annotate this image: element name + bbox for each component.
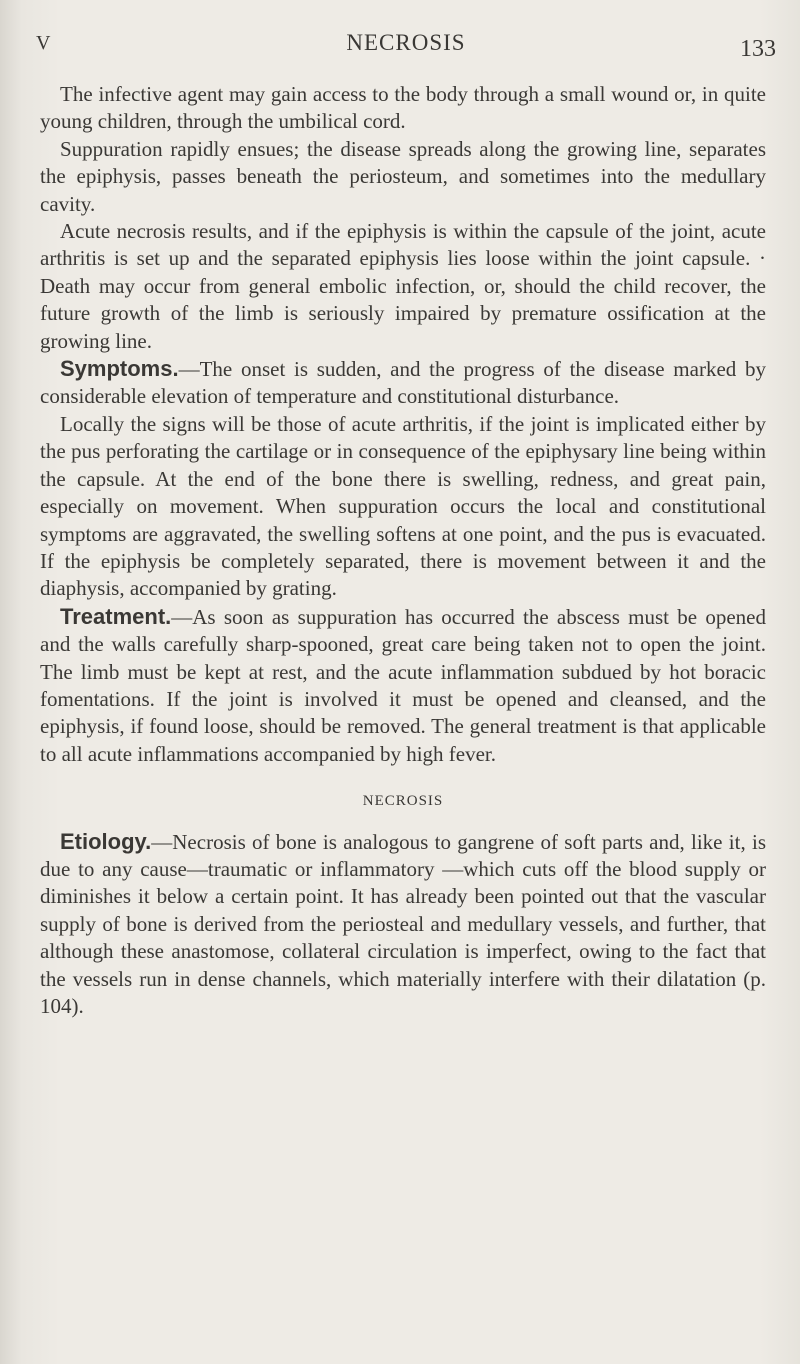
page-body bbox=[40, 81, 766, 1020]
page-number: 133 bbox=[740, 36, 776, 62]
paragraph-text: —As soon as suppuration has occurred the abscess must be opened and the walls carefully sharp-spooned, great care being taken not to open the joint. The limb must be kept at rest, and the acute inflammation subdued by hot boracic fomentations. If the joint is involved it must be opened and cleansed, and the epiphysis, if found loose, should be removed. The general treatment is that applicable to all acute inflammations accompanied by high fever. bbox=[40, 604, 766, 766]
paragraph: The infective agent may gain access to the body through a small wound or, in quite young children, through the umbilical cord. bbox=[40, 82, 766, 134]
paragraph: Suppuration rapidly ensues; the disease spreads along the growing line, separates the epiphysis, passes beneath the periosteum, and sometimes into the medullary cavity. bbox=[40, 136, 766, 216]
etiology-heading: Etiology. bbox=[60, 828, 152, 854]
paragraph: Acute necrosis results, and if the epiphysis is within the capsule of the joint, acute arthritis is set up and the separated epiphysis lies loose within the joint capsule. · Death may occur from general embolic infection, or, should the child recover, the future growth of the limb is seriously impaired by premature ossification at the growing line. bbox=[40, 219, 766, 353]
paragraph bbox=[40, 828, 766, 1021]
running-header bbox=[36, 30, 776, 66]
paragraph-text: —Necrosis of bone is analogous to gangrene of soft parts and, like it, is due to any cause—traumatic or inflammatory —which cuts off the blood supply or diminishes it below a certain point. It has already been pointed out that the vascular supply of bone is derived from the periosteal and medullary vessels, and further, that although these anastomose, collateral circulation is imperfect, owing to the fact that the vessels run in dense channels, which materially interfere with their dilatation (p. 104). bbox=[40, 829, 766, 1018]
section-title: NECROSIS bbox=[362, 793, 444, 810]
paragraph-text: —The onset is sudden, and the progress of the disease marked by considerable elevation of temperature and constitutional disturbance. bbox=[40, 357, 766, 409]
paragraph: Locally the signs will be those of acute arthritis, if the joint is implicated either by the pus perforating the cartilage or in consequence of the epiphysary line being within the capsule. At the end of the bone there is swelling, redness, and great pain, especially on movement. When suppuration occurs the local and constitutional symptoms are aggravated, the swelling softens at one point, and the pus is evacuated. If the epiphysis be completely separated, there is movement between it and the diaphysis, accompanied by grating. bbox=[40, 411, 766, 601]
running-title: NECROSIS bbox=[346, 30, 466, 55]
treatment-heading: Treatment. bbox=[60, 603, 172, 629]
paragraph bbox=[40, 603, 766, 768]
symptoms-heading: Symptoms. bbox=[60, 356, 179, 382]
paragraph bbox=[40, 355, 766, 411]
chapter-number: V bbox=[36, 32, 51, 54]
